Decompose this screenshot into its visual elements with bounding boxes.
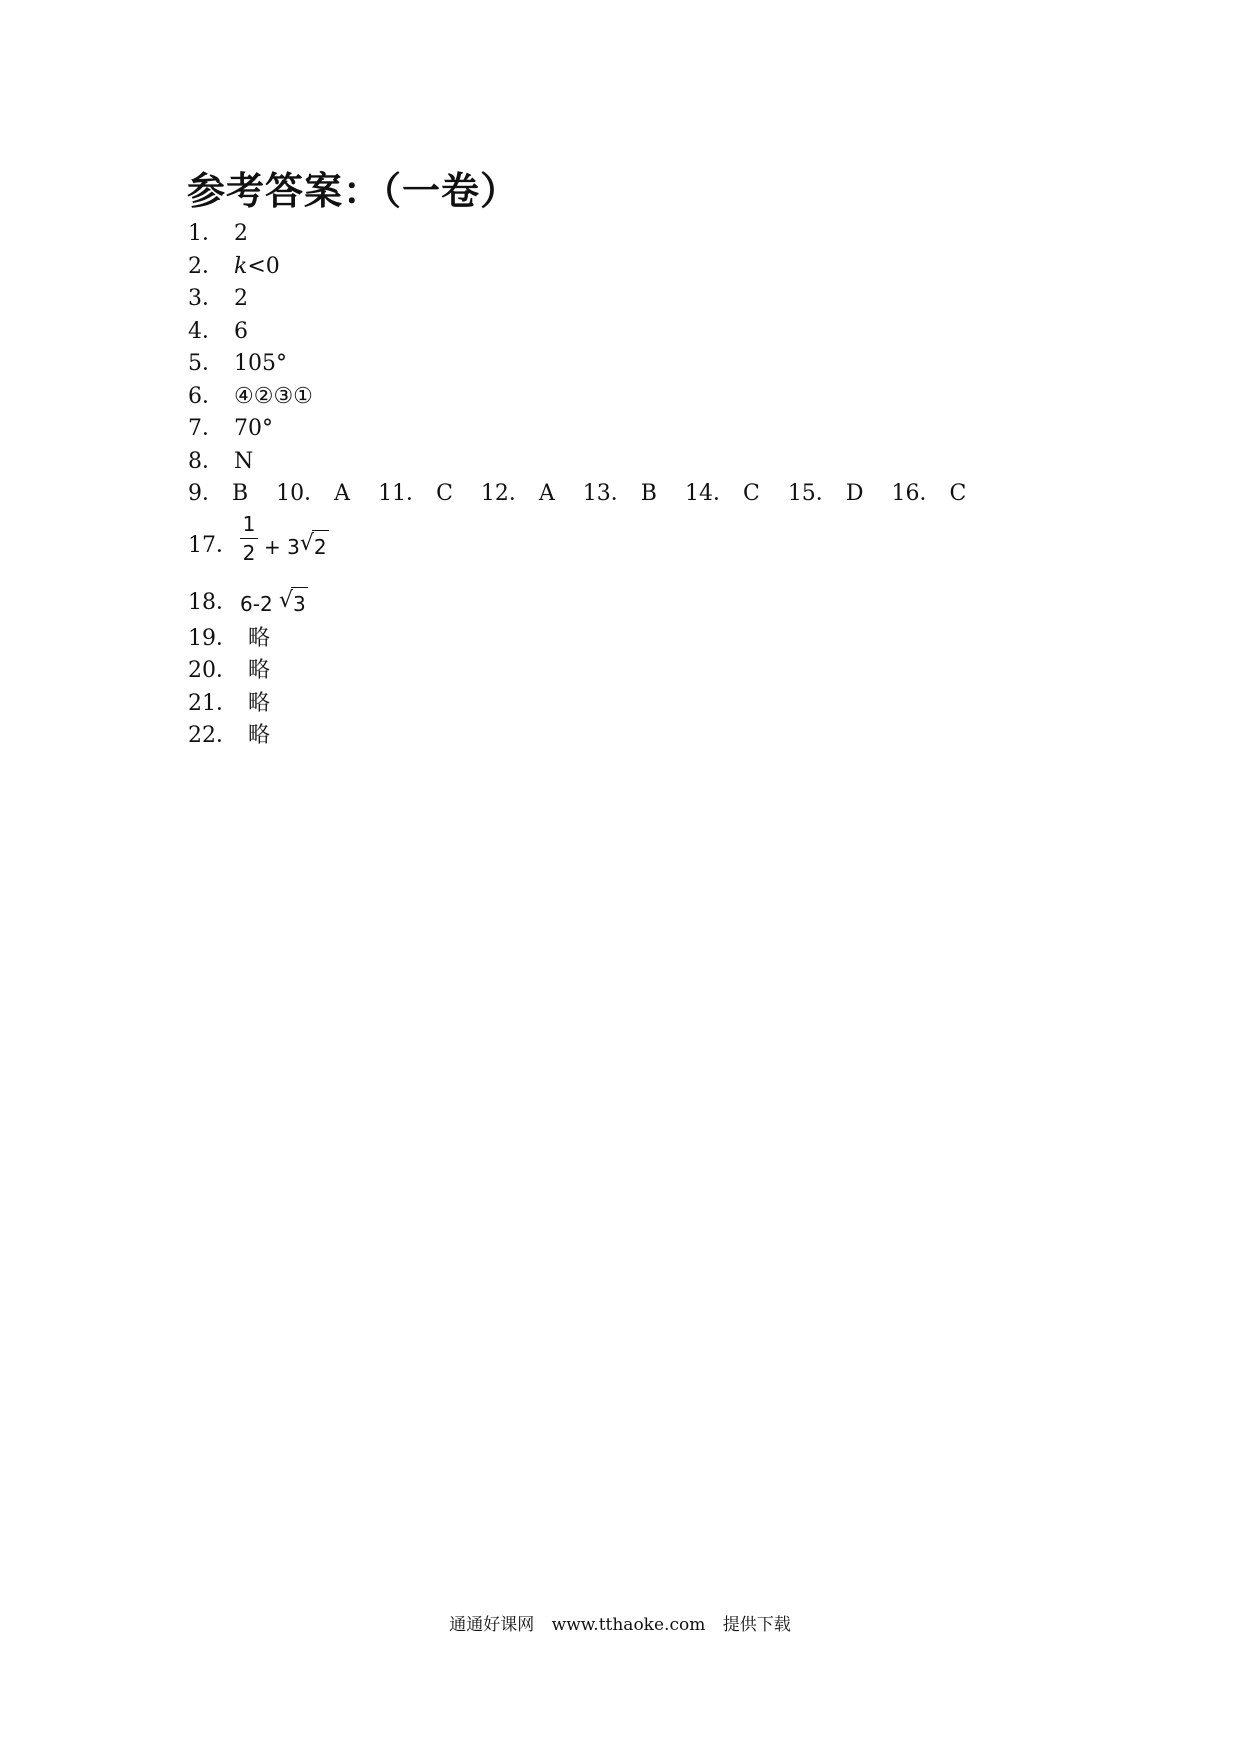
answer-number: 8． (188, 448, 224, 474)
answer-item (188, 218, 994, 251)
answer-number: 9． (188, 481, 224, 506)
mc-item (891, 478, 966, 511)
answer-item-18 (188, 581, 994, 623)
answer-number: 14． (684, 481, 735, 506)
mc-item (188, 478, 248, 511)
answer-value: B (232, 481, 249, 506)
answer-value: 略 (248, 723, 271, 748)
answer-value: <0 (247, 253, 280, 279)
answer-value: 2 (234, 286, 248, 311)
radical-sign: √ (279, 587, 294, 613)
mc-item (685, 478, 760, 511)
answer-number: 4． (188, 318, 224, 344)
radicand: 3 (291, 587, 308, 621)
answer-number: 10． (276, 481, 327, 506)
answer-item (188, 381, 994, 414)
plus-sign: + (264, 534, 281, 559)
answer-value: 略 (248, 625, 271, 651)
footer-site-name: 通通好课网 (449, 1615, 535, 1635)
answer-list (188, 218, 994, 753)
answer-value: ④②③① (234, 383, 313, 409)
expression-prefix: 6-2 (240, 591, 273, 616)
answer-value: 略 (248, 690, 271, 716)
coefficient: 3 (287, 534, 300, 559)
answer-number: 2． (188, 253, 224, 279)
mc-item (481, 478, 555, 511)
answer-value: C (742, 481, 760, 506)
answer-value: A (334, 481, 351, 506)
answer-number: 16． (891, 481, 942, 506)
page-footer (0, 1610, 1240, 1635)
radicand: 2 (312, 530, 329, 564)
answer-item (188, 413, 994, 446)
answer-number: 11． (378, 481, 429, 506)
answer-item (188, 283, 994, 316)
answer-number: 6． (188, 383, 224, 409)
answer-number: 20． (188, 658, 238, 683)
answer-number: 7． (188, 416, 224, 441)
answer-value: 6 (234, 318, 248, 344)
answer-value: 70° (234, 416, 273, 441)
answer-item (188, 720, 994, 753)
answer-number: 13． (582, 481, 633, 506)
mc-item (378, 478, 453, 511)
mc-item (276, 478, 350, 511)
answer-item (188, 316, 994, 349)
answer-value: D (845, 481, 864, 506)
answer-number: 5． (188, 351, 224, 376)
answer-item (188, 655, 994, 688)
answer-number: 3． (188, 286, 224, 311)
answer-value: 105° (234, 351, 287, 376)
fraction-numerator: 1 (242, 511, 256, 536)
answer-value: N (234, 448, 254, 474)
answer-number: 17． (188, 532, 238, 558)
answer-number: 19． (188, 625, 238, 651)
answer-value: 略 (248, 658, 271, 683)
answer-value: 2 (234, 221, 248, 246)
multiple-choice-row (188, 478, 994, 511)
fraction (240, 511, 258, 566)
answer-number: 21． (188, 690, 238, 716)
mc-item (788, 478, 864, 511)
answer-value: C (949, 481, 967, 506)
answer-item (188, 623, 994, 656)
answer-item (188, 688, 994, 721)
answer-number: 18． (188, 589, 238, 615)
fraction-denominator: 2 (242, 540, 256, 565)
answer-item (188, 348, 994, 381)
answer-value: C (436, 481, 453, 506)
answer-variable: k (234, 253, 248, 279)
answer-item-17 (188, 511, 994, 581)
mc-item (583, 478, 657, 511)
math-expression (264, 530, 329, 564)
footer-suffix: 提供下载 (722, 1615, 791, 1635)
answer-value: A (538, 481, 555, 506)
page-title: 参考答案：（一卷） (187, 169, 520, 213)
fraction-bar (240, 538, 258, 539)
math-expression (240, 587, 308, 621)
answer-item (188, 251, 994, 284)
answer-number: 22． (188, 723, 238, 748)
answer-number: 15． (787, 481, 838, 506)
answer-number: 12． (480, 481, 531, 506)
sqrt-icon (300, 530, 329, 564)
sqrt-icon (279, 587, 308, 621)
answer-value: B (640, 481, 657, 506)
radical-sign: √ (299, 530, 314, 556)
answer-item (188, 446, 994, 479)
answer-number: 1． (188, 221, 224, 246)
footer-url[interactable]: www.tthaoke.com (551, 1615, 706, 1635)
